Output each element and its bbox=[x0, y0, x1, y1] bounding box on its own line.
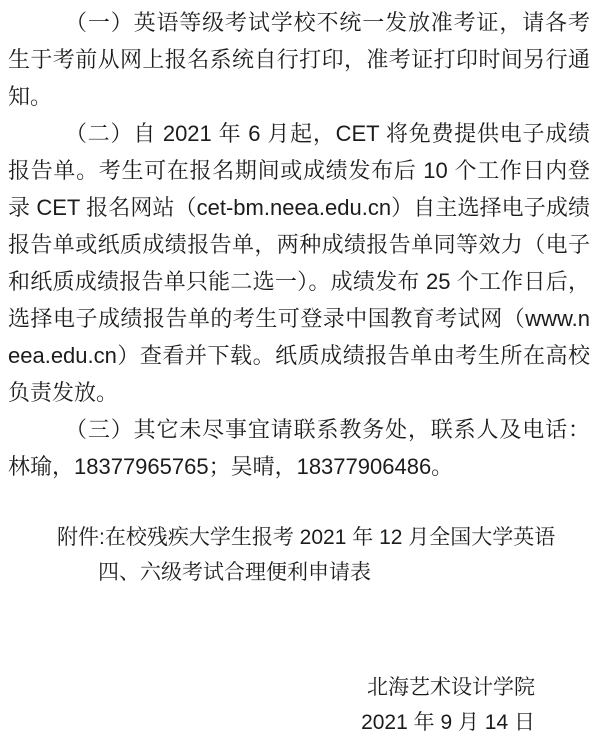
attachment-text: 在校残疾大学生报考 2021 年 12 月全国大学英语四、六级考试合理便利申请表 bbox=[98, 526, 556, 584]
notice-body bbox=[8, 4, 590, 485]
paragraph-item-1: （一）英语等级考试学校不统一发放准考证，请各考生于考前从网上报名系统自行打印，准考证打印时间另行通知。 bbox=[8, 10, 590, 109]
attachment-line bbox=[8, 520, 590, 590]
signature-block bbox=[8, 670, 590, 740]
paragraph-item-3: （三）其它未尽事宜请联系教务处，联系人及电话：林瑜，18377965765；吴晴，18377906486。 bbox=[8, 417, 590, 479]
signature-organization: 北海艺术设计学院 bbox=[367, 676, 535, 699]
paragraph-item-2: （二）自 2021 年 6 月起，CET 将免费提供电子成绩报告单。考生可在报名期间或成绩发布后 10 个工作日内登录 CET 报名网站（cet-bm.neea.edu.cn）自主选择电子成绩报告单或纸质成绩报告单，两种成绩报告单同等效力（电子和纸质成绩报告单只能二选一）。成绩发布 25 个工作日后，选择电子成绩报告单的考生可登录中国教育考试网（www.neea.edu.cn）查看并下载。纸质成绩报告单由考生所在高校负责发放。 bbox=[8, 121, 590, 405]
attachment-label: 附件: bbox=[57, 526, 105, 549]
signature-date: 2021 年 9 月 14 日 bbox=[361, 711, 535, 734]
